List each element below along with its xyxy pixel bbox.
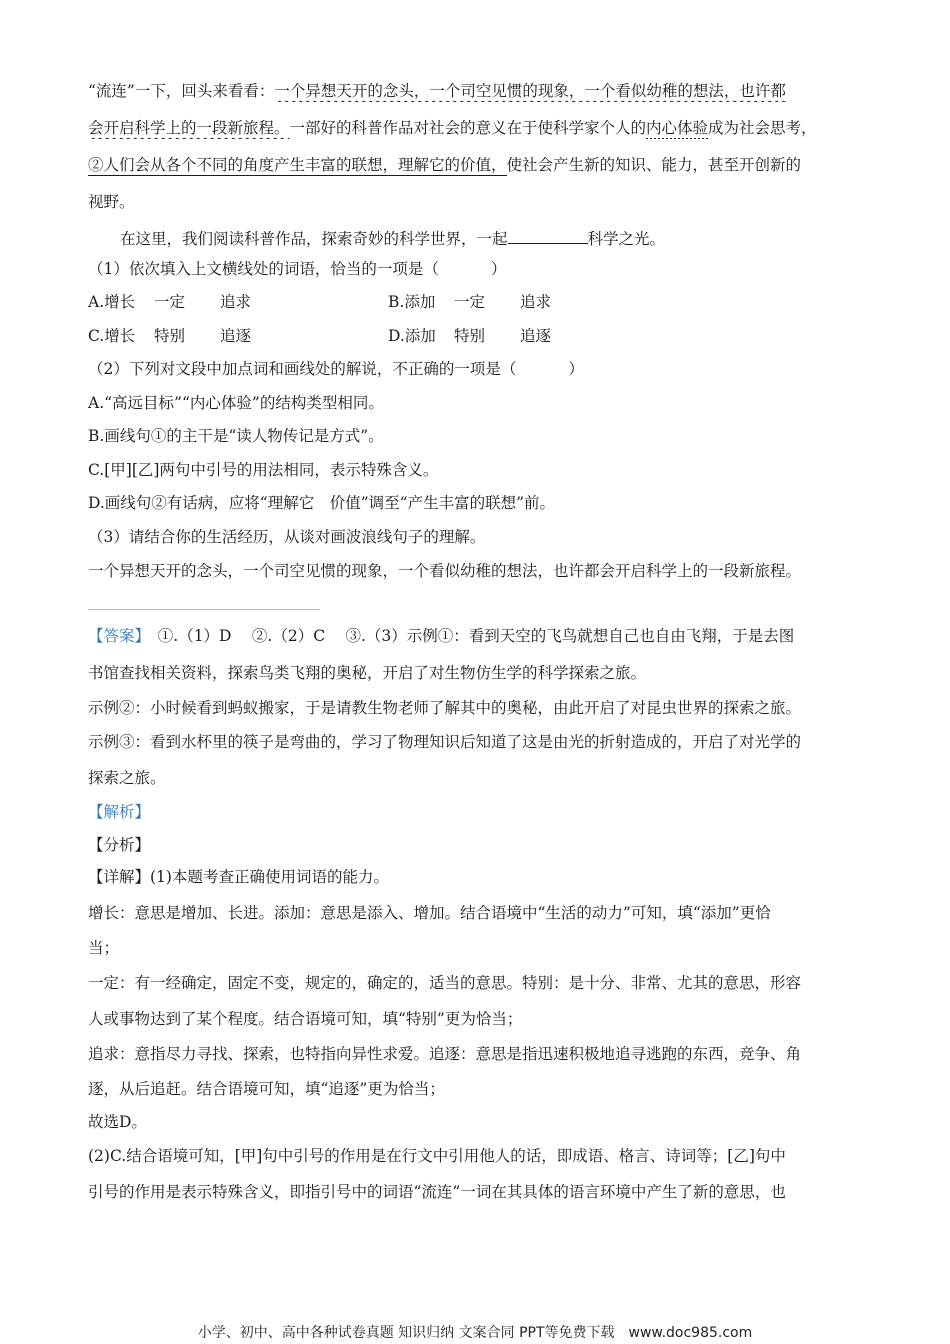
answer-line-5: 探索之旅。: [88, 769, 166, 787]
dotted-emphasis-word: 内心体验: [646, 119, 709, 137]
option-d: [388, 325, 586, 347]
question-text: （2）下列对文段中加点词和画线处的解说，不正确的一项是（: [88, 360, 517, 378]
question-text: ）: [490, 260, 507, 278]
question-2-option-b: B.画线句①的主干是“读人物传记是方式”。: [88, 427, 384, 445]
analysis-fenxi: 【分析】: [88, 836, 151, 854]
fill-blank: [508, 227, 588, 244]
option-word: 追逐: [220, 327, 252, 345]
wavy-underlined-sentence: 一个异想天开的念头，一个司空见惯的现象，一个看似幼稚的想法，也许都: [274, 82, 786, 100]
option-word: 追求: [520, 293, 552, 311]
answer-line-3: 示例②：小时候看到蚂蚁搬家，于是请教生物老师了解其中的奥秘，由此开启了对昆虫世界的探索之旅。: [88, 699, 802, 717]
passage-text: 一部好的科普作品对社会的意义在于使科学家个人的: [289, 119, 647, 137]
wavy-underlined-sentence-end: 会开启科学上的一段新旅程。: [88, 119, 290, 137]
analysis-paragraph: (2)C.结合语境可知，[甲]句中引号的作用是在行文中引用他人的话，即成语、格言、诗词等；[乙]句中: [88, 1147, 786, 1165]
analysis-paragraph: 追求：意指尽力寻找、探索，也特指向异性求爱。追逐：意思是指迅速积极地追寻逃跑的东西，竞争、角: [88, 1045, 802, 1063]
section-divider: [88, 609, 320, 610]
passage-line-3: [88, 154, 868, 176]
analysis-paragraph: 人或事物达到了某个程度。结合语境可知，填“特别”更为恰当；: [88, 1010, 523, 1028]
passage-text: 使社会产生新的知识、能力，甚至开创新的: [506, 156, 802, 174]
option-word: 特别: [154, 327, 186, 345]
answer-tag: 【答案】: [88, 627, 143, 645]
passage-text: 成为社会思考，: [708, 119, 817, 137]
answer-line-2: 书馆查找相关资料，探索鸟类飞翔的奥秘，开启了对生物仿生学的科学探索之旅。: [88, 664, 647, 682]
passage-text: 在这里，我们阅读科普作品，探索奇妙的科学世界，一起: [120, 230, 508, 248]
option-c: [88, 325, 388, 347]
analysis-tag: 【解析】: [88, 803, 151, 821]
passage-line-5: [120, 227, 900, 250]
passage-text: “流连”一下，回头来看看：: [88, 82, 275, 100]
analysis-paragraph: 当；: [88, 939, 120, 957]
passage-text: 视野。: [88, 193, 135, 211]
option-word: 一定: [154, 293, 186, 311]
analysis-paragraph: 逐，从后追赶。结合语境可知，填“追逐”更为恰当；: [88, 1080, 445, 1098]
analysis-paragraph: 引号的作用是表示特殊含义，即指引号中的词语“流连”一词在其具体的语言环境中产生了新的意思，也: [88, 1183, 786, 1201]
option-word: 追逐: [520, 327, 552, 345]
option-a: [88, 291, 388, 313]
option-word: B.添加: [388, 293, 436, 311]
question-1-stem: [88, 258, 868, 280]
question-3-sentence: 一个异想天开的念头，一个司空见惯的现象，一个看似幼稚的想法，也许都会开启科学上的一段新旅程。: [88, 562, 802, 580]
answer-line-4: 示例③：看到水杯里的筷子是弯曲的，学习了物理知识后知道了这是由光的折射造成的，开启了对光学的: [88, 733, 802, 751]
analysis-paragraph: 故选D。: [88, 1113, 147, 1131]
underlined-sentence-2: ②人们会从各个不同的角度产生丰富的联想，理解它的价值，: [88, 156, 507, 174]
answer-text: ①.（1）D ②.（2）C ③.（3）示例①：看到天空的飞鸟就想自己也自由飞翔，于是去图: [142, 627, 795, 645]
analysis-paragraph: 增长：意思是增加、长进。添加：意思是添入、增加。结合语境中“生活的动力”可知，填“添加”更恰: [88, 904, 771, 922]
passage-line-4: [88, 191, 868, 213]
option-word: D.添加: [388, 327, 436, 345]
answer-line-1: [88, 625, 868, 647]
option-word: 一定: [454, 293, 486, 311]
option-b: [388, 291, 586, 313]
question-2-stem: [88, 358, 868, 380]
footer-watermark: 小学、初中、高中各种试卷真题 知识归纳 文案合同 PPT等免费下载 www.doc985.com: [197, 1325, 753, 1341]
option-word: C.增长: [88, 327, 136, 345]
passage-text: 科学之光。: [587, 230, 666, 248]
question-3-stem: （3）请结合你的生活经历，从谈对画波浪线句子的理解。: [88, 528, 486, 546]
question-text: ）: [568, 360, 584, 378]
question-2-option-a: A.“高远目标”“内心体验”的结构类型相同。: [88, 394, 384, 412]
analysis-paragraph: 一定：有一经确定，固定不变，规定的，确定的，适当的意思。特别：是十分、非常、尤其的意思，形容: [88, 974, 802, 992]
question-2-option-c: C.[甲][乙]两句中引号的用法相同，表示特殊含义。: [88, 461, 439, 479]
question-text: （1）依次填入上文横线处的词语，恰当的一项是（: [88, 260, 439, 278]
analysis-detail-heading: 【详解】(1)本题考查正确使用词语的能力。: [88, 868, 389, 886]
passage-line-2: [88, 117, 868, 139]
option-word: 追求: [220, 293, 252, 311]
question-2-option-d: D.画线句②有话病，应将“理解它 价值”调至“产生丰富的联想”前。: [88, 494, 556, 512]
passage-line-1: [88, 80, 868, 102]
question-1-options-ab: [88, 291, 868, 313]
question-1-options-cd: [88, 325, 868, 347]
option-word: 特别: [454, 327, 486, 345]
option-word: A.增长: [88, 293, 136, 311]
